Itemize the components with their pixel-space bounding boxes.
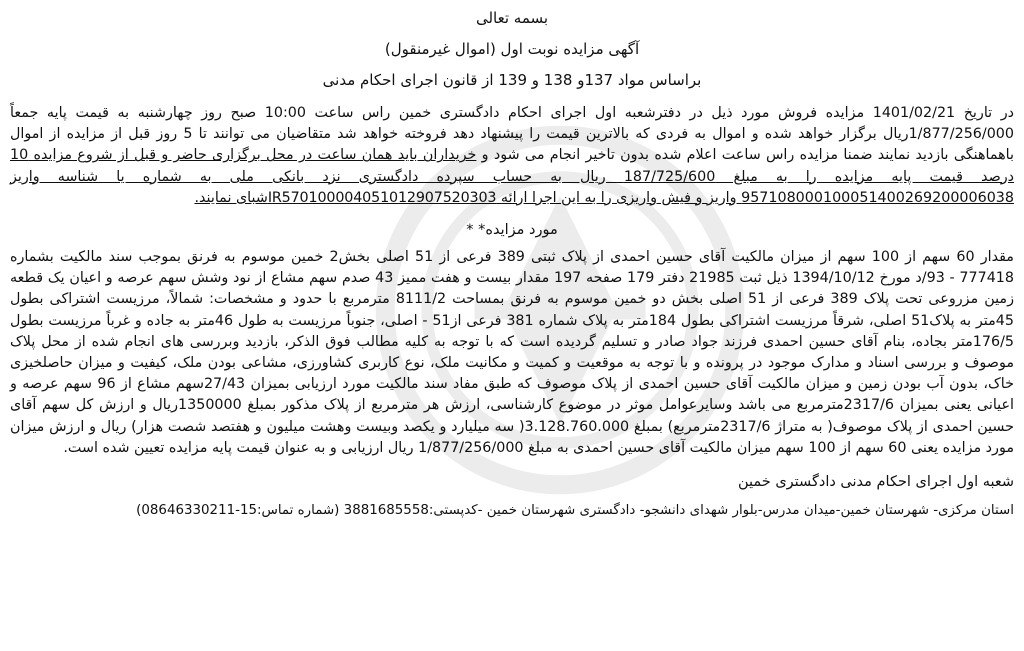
intro-paragraph bbox=[10, 103, 1014, 209]
intro-text: در تاریخ 1401/02/21 مزایده فروش مورد ذیل در دفترشعبه اول اجرای احکام دادگستری خمین راس ساعت 10:00 صبح روز چهارشنبه به قیمت پایه جمعاً 1/877/256/000ریال برگزار خواهد شده و اموال به فردی که بالاترین قیمت را پیشنهاد دهد فروخته خواهد شد متقاضیان می توانند تا 5 روز قبل از مزایده از اموال باهماهنگی بازدید نمایند ضمنا مزایده راس ساعت اعلام شده بدون تاخیر انجام می شود و bbox=[10, 105, 1014, 164]
auction-subject-heading: مورد مزایده* * bbox=[466, 222, 558, 239]
property-description: مقدار 60 سهم از 100 سهم از میزان مالکیت آقای حسین احمدی از پلاک ثبتی 389 فرعی از 51 اصلی بخش2 خمین موسوم به فرنق بموجب سند مالکیت بشماره 777418 - 93/د مورخ 1394/10/12 ذیل ثبت 21985 دفتر 179 صفحه 197 مقدار بیست و هفت ممیز 43 صدم سهم مشاع از نود وشش سهم عرصه و اعیان یک قطعه زمین مزروعی تحت پلاک 389 فرعی از 51 اصلی بخش دو خمین موسوم به فرنق بمساحت 8111/2 مترمربع با حدود و مشخصات: شمالاً، مرزیست اشتراکی بطول 45متر به پلاک51 اصلی، شرقاً مرزیست اشتراکی بطول 184متر به پلاک شماره 381 فرعی از51 - اصلی، جنوباً مرزیست به طول 46متر به جاده و غرباً مرزیست بطول 176/5متر بجاده، بنام آقای حسین احمدی فرزند جواد صادر و تسلیم گردیده است که با توجه به کلیه مطالب فوق الذکر، بازدید وبررسی های انجام شده از محل پلاک موصوف و بررسی اسناد و مدارک موجود در پرونده و با توجه به موقعیت و کمیت و مکانیت ملک، نوع کاربری کشاورزی، مشاعی بودن ملک، کیفیت و میزان حاصلخیزی خاک، بدون آب بودن زمین و میزان مالکیت آقای حسین احمدی از پلاک موصوف که طبق مفاد سند مالکیت مورد ارزیابی بمیزان 27/43سهم مشاع از 96 سهم عرصه و اعیانی یعنی بمیزان 2317/6مترمربع می باشد وسایرعوامل موثر در موضوع کارشناسی، ارزش هر مترمربع از پلاک مذکور بمبلغ 1350000ریال و ارزش کل سهم آقای حسین احمدی از پلاک موصوف( به متراژ 2317/6مترمربع) بمبلغ 3.128.760.000( سه میلیارد و یکصد وبیست وهشت میلیون و هفتصد شصت هزار) ریال و ارزش میزان مورد مزایده یعنی 60 سهم از 100 سهم میزان مالکیت آقای حسین احمدی به مبلغ 1/877/256/000 ریال ارزیابی و به عنوان قیمت پایه مزایده تعیین شده است. bbox=[10, 249, 1014, 456]
intro-underlined-text: خریداران باید همان ساعت در محل برگزاری حاضر و قبل از شروع مزایده 10 درصد قیمت پایه مزایده را به مبلغ 187/725/600 ریال به حساب سپرده دادگستری نزد بانکی ملی به شماره یا شناسه واریز 957108000100051400269200006038 واریز و فیش واریزی را به این اجرا ارائه IR570100004051012907520303شبای نمایند. bbox=[10, 147, 1014, 206]
legal-basis-line: براساس مواد 137و 138 و 139 از قانون اجرای احکام مدنی bbox=[322, 71, 702, 89]
issuing-office-signature: شعبه اول اجرای احکام مدنی دادگستری خمین bbox=[737, 474, 1014, 491]
notice-title: آگهی مزایده نوبت اول (اموال غیرمنقول) bbox=[384, 40, 640, 58]
basmala-heading: بسمه تعالی bbox=[475, 9, 549, 27]
office-address: استان مرکزی- شهرستان خمین-میدان مدرس-بلوار شهدای دانشجو- دادگستری شهرستان خمین -کدپستی:3881685558 (شماره تماس:15-08646330211) bbox=[136, 503, 1014, 519]
